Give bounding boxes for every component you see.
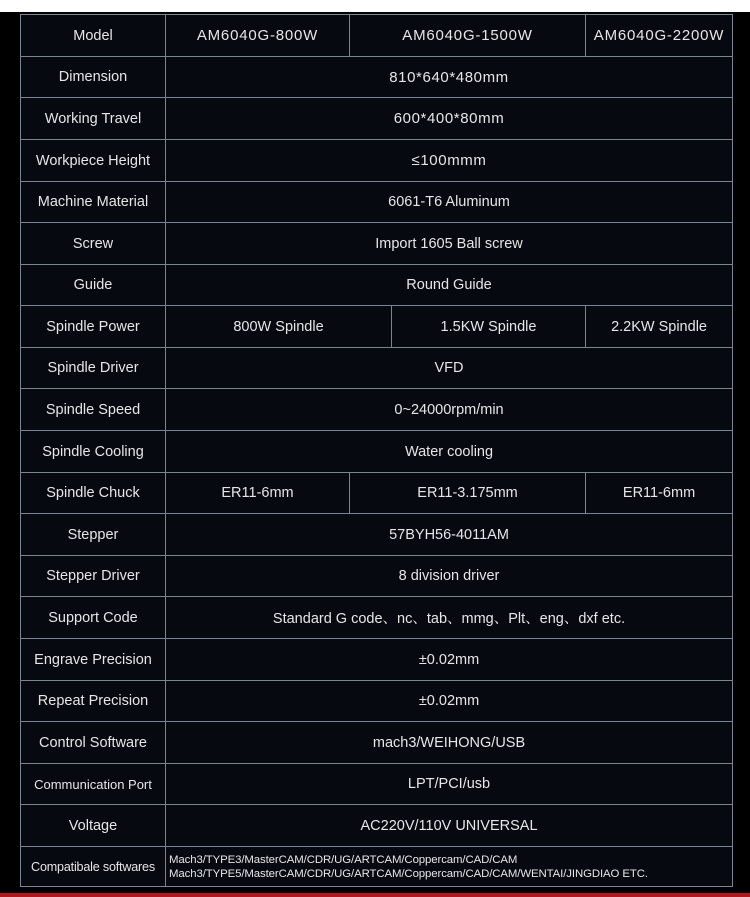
row-label-stepper-driver: Stepper Driver (21, 556, 166, 597)
row-label-repeat-precision: Repeat Precision (21, 681, 166, 722)
table-row-stepper-driver (21, 556, 733, 597)
table-row-model (21, 15, 733, 57)
table-row-spindle-chuck (21, 473, 733, 514)
row-value-dimension: 810*640*480mm (166, 57, 733, 98)
row-value-stepper-driver: 8 division driver (166, 556, 733, 597)
row-label-machine-material: Machine Material (21, 182, 166, 223)
table-row-stepper (21, 514, 733, 556)
row-label-guide: Guide (21, 265, 166, 306)
row-label-spindle-speed: Spindle Speed (21, 389, 166, 431)
spindle-chuck-800w: ER11-6mm (166, 473, 350, 514)
row-value-communication-port: LPT/PCI/usb (166, 764, 733, 805)
spec-table-container (20, 14, 732, 887)
row-value-repeat-precision: ±0.02mm (166, 681, 733, 722)
row-label-workpiece-height: Workpiece Height (21, 140, 166, 182)
table-row-spindle-speed (21, 389, 733, 431)
row-label-stepper: Stepper (21, 514, 166, 556)
table-row-dimension (21, 57, 733, 98)
row-label-working-travel: Working Travel (21, 98, 166, 140)
row-value-workpiece-height: ≤100mmm (166, 140, 733, 182)
spindle-chuck-2200w: ER11-6mm (586, 473, 733, 514)
table-row-repeat-precision (21, 681, 733, 722)
table-row-spindle-cooling (21, 431, 733, 473)
row-label-engrave-precision: Engrave Precision (21, 639, 166, 681)
spindle-chuck-1500w: ER11-3.175mm (350, 473, 586, 514)
table-row-voltage (21, 805, 733, 847)
model-2200w: AM6040G-2200W (586, 15, 733, 57)
table-row-machine-material (21, 182, 733, 223)
table-row-workpiece-height (21, 140, 733, 182)
row-value-spindle-driver: VFD (166, 348, 733, 389)
row-value-screw: Import 1605 Ball screw (166, 223, 733, 265)
table-row-guide (21, 265, 733, 306)
spindle-power-2200w: 2.2KW Spindle (586, 306, 733, 348)
row-value-voltage: AC220V/110V UNIVERSAL (166, 805, 733, 847)
row-value-stepper: 57BYH56-4011AM (166, 514, 733, 556)
model-1500w: AM6040G-1500W (350, 15, 586, 57)
row-value-support-code: Standard G code、nc、tab、mmg、Plt、eng、dxf etc. (166, 597, 733, 639)
row-label-dimension: Dimension (21, 57, 166, 98)
bottom-accent-strip (0, 893, 750, 897)
table-row-spindle-power (21, 306, 733, 348)
top-white-strip (0, 0, 750, 12)
spec-table (20, 14, 733, 887)
row-value-compatible-softwares (166, 847, 733, 887)
row-value-guide: Round Guide (166, 265, 733, 306)
table-row-control-software (21, 722, 733, 764)
compatible-softwares-line-1: Mach3/TYPE3/MasterCAM/CDR/UG/ARTCAM/Coppercam/CAD/CAM (169, 853, 518, 866)
row-value-spindle-cooling: Water cooling (166, 431, 733, 473)
row-label-compatible-softwares: Compatibale softwares (21, 847, 166, 887)
row-value-control-software: mach3/WEIHONG/USB (166, 722, 733, 764)
model-800w: AM6040G-800W (166, 15, 350, 57)
table-row-spindle-driver (21, 348, 733, 389)
row-value-machine-material: 6061-T6 Aluminum (166, 182, 733, 223)
row-label-spindle-driver: Spindle Driver (21, 348, 166, 389)
table-row-working-travel (21, 98, 733, 140)
spindle-power-800w: 800W Spindle (166, 306, 392, 348)
compatible-softwares-line-2: Mach3/TYPE5/MasterCAM/CDR/UG/ARTCAM/Coppercam/CAD/CAM/WENTAI/JINGDIAO ETC. (169, 867, 648, 880)
row-label-screw: Screw (21, 223, 166, 265)
row-label-spindle-chuck: Spindle Chuck (21, 473, 166, 514)
table-row-communication-port (21, 764, 733, 805)
row-value-working-travel: 600*400*80mm (166, 98, 733, 140)
row-value-spindle-speed: 0~24000rpm/min (166, 389, 733, 431)
row-value-engrave-precision: ±0.02mm (166, 639, 733, 681)
row-label-voltage: Voltage (21, 805, 166, 847)
table-row-compatible-softwares (21, 847, 733, 887)
table-row-support-code (21, 597, 733, 639)
table-row-engrave-precision (21, 639, 733, 681)
row-label-support-code: Support Code (21, 597, 166, 639)
table-row-screw (21, 223, 733, 265)
row-label-control-software: Control Software (21, 722, 166, 764)
row-label-model: Model (21, 15, 166, 57)
spindle-power-1500w: 1.5KW Spindle (392, 306, 586, 348)
row-label-communication-port: Communication Port (21, 764, 166, 805)
row-label-spindle-power: Spindle Power (21, 306, 166, 348)
row-label-spindle-cooling: Spindle Cooling (21, 431, 166, 473)
